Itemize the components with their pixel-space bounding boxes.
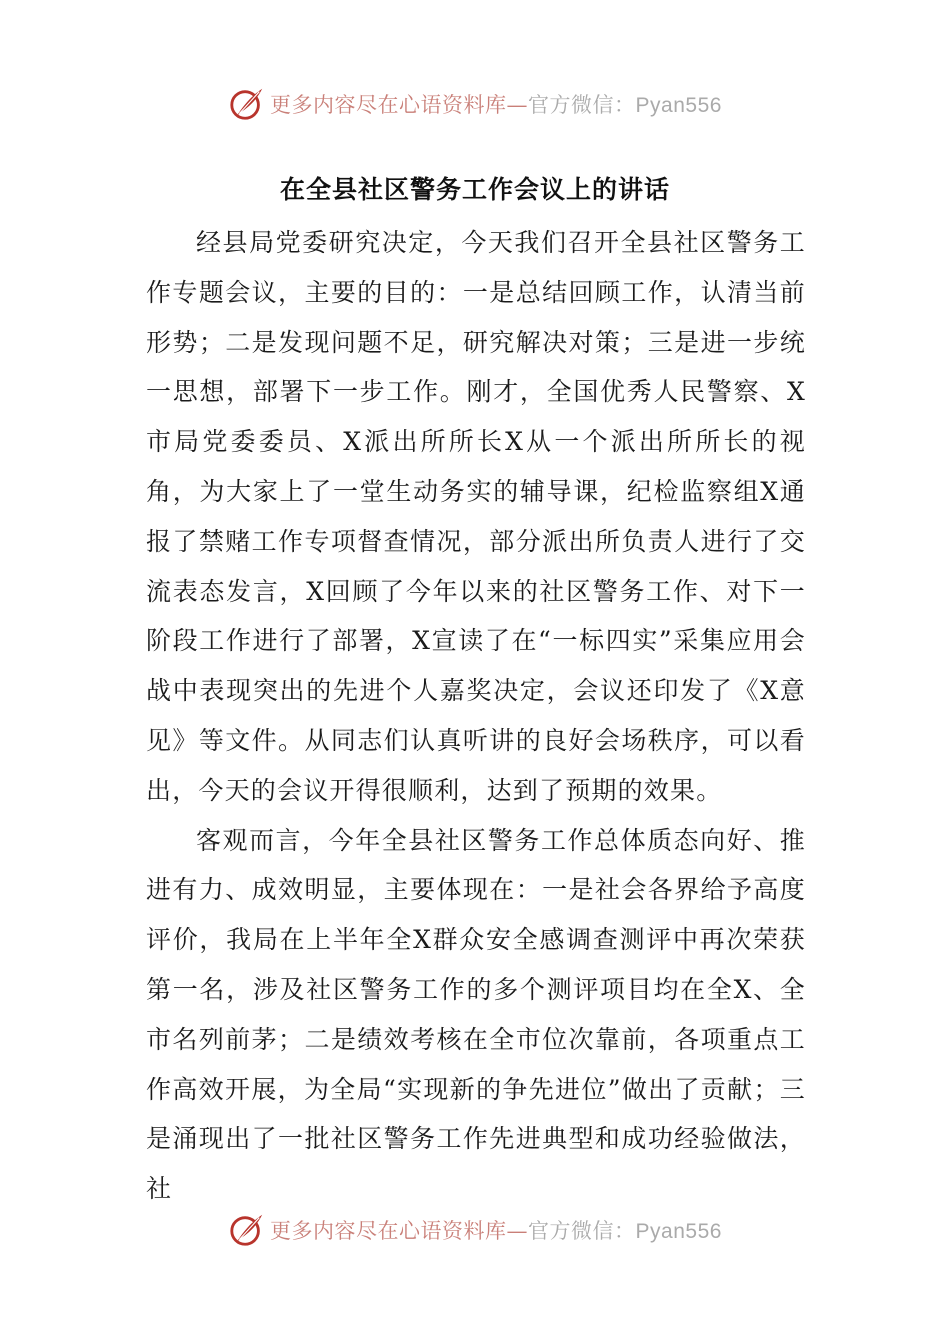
banner-text: 更多内容尽在心语资料库—官方微信：Pyan556 <box>270 93 722 117</box>
paragraph: 客观而言，今年全县社区警务工作总体质态向好、推进有力、成效明显，主要体现在：一是社会各界给予高度评价，我局在上半年全X群众安全感调查测评中再次荣获第一名，涉及社区警务工作的多个测评项目均在全X、全市名列前茅；二是绩效考核在全市位次靠前，各项重点工作高效开展，为全局“实现新的争先进位”做出了贡献；三是涌现出了一批社区警务工作先进典型和成功经验做法，社 <box>146 825 806 1204</box>
paragraph: 经县局党委研究决定，今天我们召开全县社区警务工作专题会议，主要的目的：一是总结回顾工作，认清当前形势；二是发现问题不足，研究解决对策；三是进一步统一思想，部署下一步工作。刚才，全国优秀人民警察、X市局党委委员、X派出所所长X从一个派出所所长的视角，为大家上了一堂生动务实的辅导课，纪检监察组X通报了禁赌工作专项督查情况，部分派出所负责人进行了交流表态发言，X回顾了今年以来的社区警务工作、对下一阶段工作进行了部署，X宣读了在“一标四实”采集应用会战中表现突出的先进个人嘉奖决定，会议还印发了《X意见》等文件。从同志们认真听讲的良好会场秩序，可以看出，今天的会议开得很顺利，达到了预期的效果。 <box>146 228 806 805</box>
document-title: 在全县社区警务工作会议上的讲话 <box>279 175 670 204</box>
footer-banner <box>0 1208 950 1252</box>
header-banner <box>0 82 950 126</box>
quill-logo-icon <box>228 1211 266 1249</box>
banner-text: 更多内容尽在心语资料库—官方微信：Pyan556 <box>270 1219 722 1243</box>
quill-logo-icon <box>228 85 266 123</box>
document-body <box>146 218 806 1214</box>
